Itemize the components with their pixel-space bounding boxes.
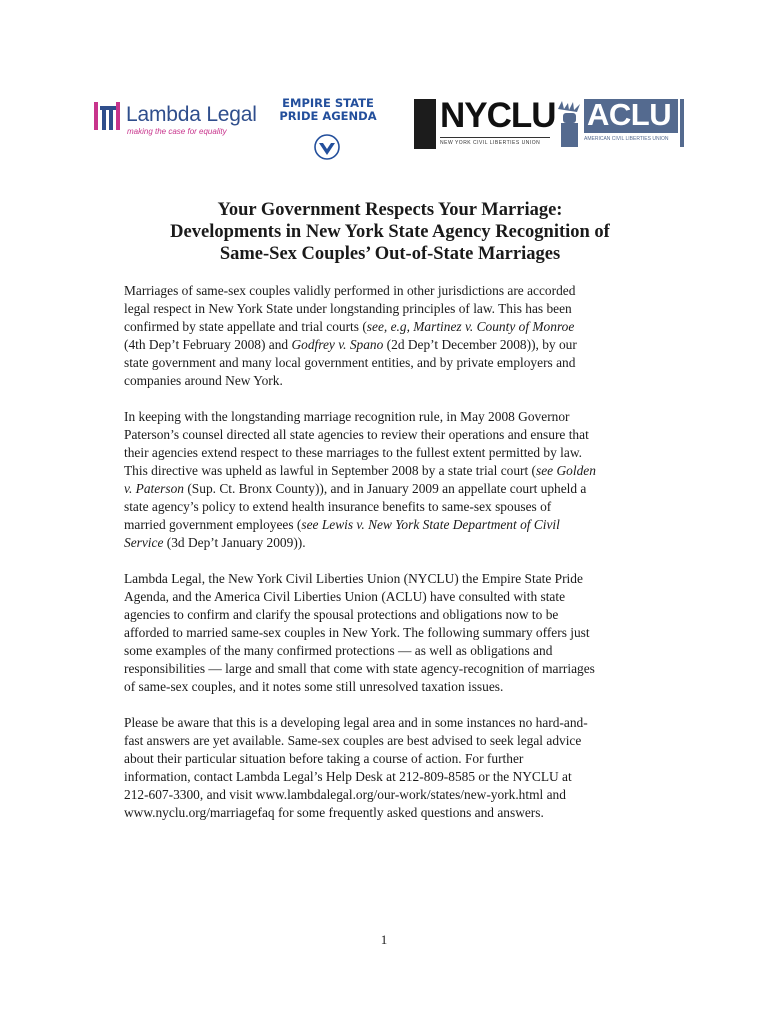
- text-run: Agenda, and the America Civil Liberties Union (ACLU) have consulted with state: [124, 589, 566, 604]
- text-line: [124, 318, 664, 336]
- text-run: 212-607-3300, and visit www.lambdalegal.org/our-work/states/new-york.html and: [124, 787, 566, 802]
- title-line: Your Government Respects Your Marriage:: [217, 200, 563, 220]
- text-run: information, contact Lambda Legal’s Help Desk at 212-809-8585 or the NYCLU at: [124, 769, 572, 784]
- title-line: Developments in New York State Agency Recognition of: [170, 222, 610, 242]
- text-run: their agencies extend respect to these marriages to the fullest extent permitted by law.: [124, 445, 582, 460]
- text-line: [124, 282, 664, 300]
- text-run: Please be aware that this is a developing legal area and in some instances no hard-and-: [124, 715, 588, 730]
- text-run: (3d Dep’t January 2009)).: [163, 535, 306, 550]
- text-run: Paterson’s counsel directed all state agencies to review their operations and ensure that: [124, 427, 589, 442]
- espa-line2: PRIDE AGENDA: [279, 109, 377, 123]
- text-line: [124, 606, 664, 624]
- paragraph: [124, 408, 664, 552]
- aclu-subtitle: AMERICAN CIVIL LIBERTIES UNION: [584, 136, 669, 142]
- text-line: [124, 570, 664, 588]
- text-run: some examples of the many confirmed protections — as well as obligations and: [124, 643, 553, 658]
- text-run: responsibilities — large and small that come with state agency-recognition of marriages: [124, 661, 595, 676]
- text-run: www.nyclu.org/marriagefaq for some frequently asked questions and answers.: [124, 805, 544, 820]
- page-number: 1: [380, 932, 388, 947]
- statue-of-liberty-icon: [554, 99, 584, 147]
- text-line: [124, 408, 664, 426]
- text-run: companies around New York.: [124, 373, 283, 388]
- paragraph: [124, 570, 664, 696]
- aclu-name: ACLU: [587, 97, 672, 132]
- aclu-logo: [554, 99, 684, 151]
- text-run: state government and many local government entities, and by private employers and: [124, 355, 576, 370]
- text-line: [124, 480, 664, 498]
- text-run: Lambda Legal, the New York Civil Liberties Union (NYCLU) the Empire State Pride: [124, 571, 583, 586]
- statue-of-liberty-icon: [414, 99, 436, 149]
- text-line: [124, 660, 664, 678]
- text-line: [124, 462, 664, 480]
- text-line: [124, 678, 664, 696]
- title-line: Same-Sex Couples’ Out-of-State Marriages: [219, 244, 561, 264]
- text-line: [124, 804, 664, 822]
- lambda-legal-name: Lambda Legal: [126, 103, 257, 126]
- text-line: [124, 444, 664, 462]
- nyclu-subtitle: NEW YORK CIVIL LIBERTIES UNION: [440, 140, 541, 146]
- nyclu-name: NYCLU: [440, 96, 556, 135]
- lambda-legal-logo: [94, 100, 269, 140]
- text-line: [124, 732, 664, 750]
- case-citation: v. Paterson: [124, 481, 184, 496]
- case-citation: see Lewis v. New York State Department of Civil: [301, 517, 560, 532]
- text-line: [124, 642, 664, 660]
- text-run: This directive was upheld as lawful in September 2008 by a state trial court (: [124, 463, 537, 478]
- text-run: (Sup. Ct. Bronx County)), and in January 2009 an appellate court upheld a: [184, 481, 587, 496]
- case-citation: Service: [124, 535, 164, 550]
- lambda-legal-tagline: making the case for equality: [127, 127, 227, 136]
- text-run: Marriages of same-sex couples validly performed in other jurisdictions are accorded: [124, 283, 576, 298]
- text-run: confirmed by state appellate and trial courts (: [124, 319, 367, 334]
- text-line: [124, 336, 664, 354]
- empire-state-pride-agenda-logo: [276, 97, 380, 165]
- lambda-legal-mark-icon: [94, 102, 120, 130]
- case-citation: see Golden: [536, 463, 596, 478]
- text-line: [124, 534, 664, 552]
- text-run: (4th Dep’t February 2008) and: [124, 337, 292, 352]
- document-body: [124, 282, 664, 840]
- document-title: [110, 199, 670, 265]
- text-line: [124, 498, 664, 516]
- espa-emblem-icon: [314, 134, 340, 160]
- text-run: state agency’s policy to extend health insurance benefits to same-sex spouses of: [124, 499, 552, 514]
- nyclu-divider: [440, 137, 550, 138]
- text-line: [124, 354, 664, 372]
- logo-header: [0, 0, 768, 170]
- text-line: [124, 786, 664, 804]
- text-line: [124, 750, 664, 768]
- aclu-side-bar: [680, 99, 684, 147]
- text-run: afforded to married same-sex couples in New York. The following summary offers just: [124, 625, 590, 640]
- text-run: of same-sex couples, and it notes some still unresolved taxation issues.: [124, 679, 504, 694]
- paragraph: [124, 282, 664, 390]
- text-line: [124, 588, 664, 606]
- text-line: [124, 516, 664, 534]
- text-run: legal respect in New York State under longstanding principles of law. This has been: [124, 301, 572, 316]
- text-run: fast answers are yet available. Same-sex couples are best advised to seek legal advice: [124, 733, 582, 748]
- text-line: [124, 426, 664, 444]
- text-line: [124, 372, 664, 390]
- text-run: In keeping with the longstanding marriage recognition rule, in May 2008 Governor: [124, 409, 570, 424]
- text-line: [124, 768, 664, 786]
- text-line: [124, 300, 664, 318]
- paragraph: [124, 714, 664, 822]
- text-run: agencies to confirm and clarify the spousal protections and obligations now to be: [124, 607, 559, 622]
- text-line: [124, 624, 664, 642]
- text-line: [124, 714, 664, 732]
- espa-line1: EMPIRE STATE: [282, 96, 374, 110]
- text-run: about their particular situation before taking a course of action. For further: [124, 751, 524, 766]
- text-run: married government employees (: [124, 517, 302, 532]
- case-citation: see, e.g, Martinez v. County of Monroe: [366, 319, 575, 334]
- case-citation: Godfrey v. Spano: [291, 337, 384, 352]
- text-run: (2d Dep’t December 2008)), by our: [383, 337, 577, 352]
- nyclu-logo: [414, 96, 556, 151]
